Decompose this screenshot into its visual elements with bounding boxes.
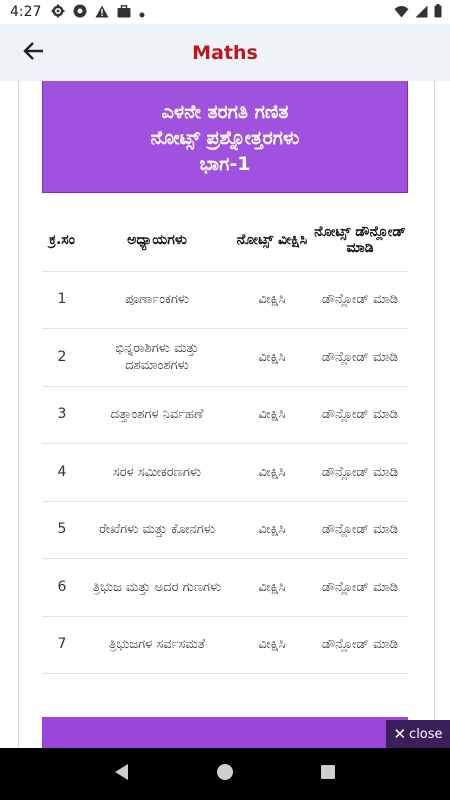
table-row: [42, 444, 408, 502]
table-row: [42, 559, 408, 617]
row-number: 5: [42, 501, 82, 559]
status-bar: [0, 0, 450, 24]
view-link[interactable]: ವೀಕ್ಷಿಸಿ: [232, 386, 312, 444]
system-nav-bar: [0, 748, 450, 800]
view-link[interactable]: ವೀಕ್ಷಿಸಿ: [232, 271, 312, 329]
content-area[interactable]: [0, 81, 450, 748]
nav-back-button[interactable]: [102, 754, 142, 794]
download-link[interactable]: ಡೌನ್ಲೋಡ್ ಮಾಡಿ: [312, 616, 408, 674]
view-link[interactable]: ವೀಕ್ಷಿಸಿ: [232, 616, 312, 674]
download-link[interactable]: ಡೌನ್ಲೋಡ್ ಮಾಡಿ: [312, 501, 408, 559]
view-link[interactable]: ವೀಕ್ಷಿಸಿ: [232, 329, 312, 387]
ad-close-button[interactable]: [386, 720, 450, 748]
table-row: [42, 616, 408, 674]
row-number: 1: [42, 271, 82, 329]
download-link[interactable]: ಡೌನ್ಲೋಡ್ ಮಾಡಿ: [312, 444, 408, 502]
chapter-name: ದತ್ತಾಂಶಗಳ ನಿರ್ವಹಣೆ: [82, 386, 232, 444]
view-link[interactable]: ವೀಕ್ಷಿಸಿ: [232, 444, 312, 502]
right-divider: [434, 81, 435, 748]
chapter-name: ಸರಳ ಸಮೀಕರಣಗಳು: [82, 444, 232, 502]
settings-icon: [51, 3, 65, 22]
table-row: [42, 501, 408, 559]
chapter-name: ಭಿನ್ನರಾಶಿಗಳು ಮತ್ತು ದಶಮಾಂಶಗಳು: [82, 329, 232, 387]
recents-square-icon: [320, 764, 336, 784]
app-bar: [0, 24, 450, 81]
ad-close-label: close: [409, 726, 443, 742]
view-link[interactable]: ವೀಕ್ಷಿಸಿ: [232, 501, 312, 559]
record-icon: [73, 3, 87, 22]
table-header-row: [42, 209, 408, 271]
row-number: 2: [42, 329, 82, 387]
download-link[interactable]: ಡೌನ್ಲೋಡ್ ಮಾಡಿ: [312, 386, 408, 444]
table-row: [42, 329, 408, 387]
header-serial: ಕ್ರ.ಸಂ: [42, 209, 82, 271]
warning-icon: [95, 3, 109, 22]
left-divider: [18, 81, 19, 748]
banner-line-2: ನೋಟ್ಸ್ ಪ್ರಶ್ನೋತ್ತರಗಳು: [150, 126, 300, 149]
header-chapters: ಅಧ್ಯಾಯಗಳು: [82, 209, 232, 271]
banner-line-3: ಭಾಗ-1: [199, 152, 251, 175]
chapter-name: ರೇಖೆಗಳು ಮತ್ತು ಕೋನಗಳು: [82, 501, 232, 559]
status-icons-right: [394, 3, 442, 22]
notes-banner: [42, 81, 408, 193]
chapter-name: ತ್ರಿಭುಜಗಳ ಸರ್ವಸಮತೆ: [82, 616, 232, 674]
row-number: 7: [42, 616, 82, 674]
table-row: [42, 271, 408, 329]
nav-home-button[interactable]: [205, 754, 245, 794]
notes-table: [42, 209, 408, 674]
header-view-notes: ನೋಟ್ಸ್ ವೀಕ್ಷಿಸಿ: [232, 209, 312, 271]
table-row: [42, 386, 408, 444]
status-time: 4:27: [10, 4, 42, 20]
chapter-name: ತ್ರಿಭುಜ ಮತ್ತು ಅದರ ಗುಣಗಳು: [82, 559, 232, 617]
briefcase-icon: [117, 3, 131, 22]
nav-recents-button[interactable]: [308, 754, 348, 794]
status-icons-left: [51, 3, 145, 22]
home-circle-icon: [216, 763, 234, 785]
download-link[interactable]: ಡೌನ್ಲೋಡ್ ಮಾಡಿ: [312, 329, 408, 387]
chapter-name: ಪೂರ್ಣಾಂಕಗಳು: [82, 271, 232, 329]
wifi-icon: [394, 3, 409, 22]
row-number: 4: [42, 444, 82, 502]
signal-icon: [415, 3, 428, 22]
row-number: 6: [42, 559, 82, 617]
page-title: Maths: [192, 41, 258, 64]
back-triangle-icon: [114, 763, 130, 785]
header-download-notes: ನೋಟ್ಸ್ ಡೌನ್ಲೋಡ್ ಮಾಡಿ: [312, 209, 408, 271]
download-link[interactable]: ಡೌನ್ಲೋಡ್ ಮಾಡಿ: [312, 271, 408, 329]
row-number: 3: [42, 386, 82, 444]
view-link[interactable]: ವೀಕ್ಷಿಸಿ: [232, 559, 312, 617]
close-icon: ✕: [393, 725, 407, 743]
banner-line-1: ಎಳನೇ ತರಗತಿ ಗಣಿತ: [161, 100, 289, 123]
dot-icon: [139, 3, 145, 22]
battery-icon: [434, 3, 442, 22]
arrow-left-icon: [23, 41, 45, 65]
next-section-banner: [42, 717, 408, 748]
download-link[interactable]: ಡೌನ್ಲೋಡ್ ಮಾಡಿ: [312, 559, 408, 617]
back-button[interactable]: [14, 34, 54, 72]
